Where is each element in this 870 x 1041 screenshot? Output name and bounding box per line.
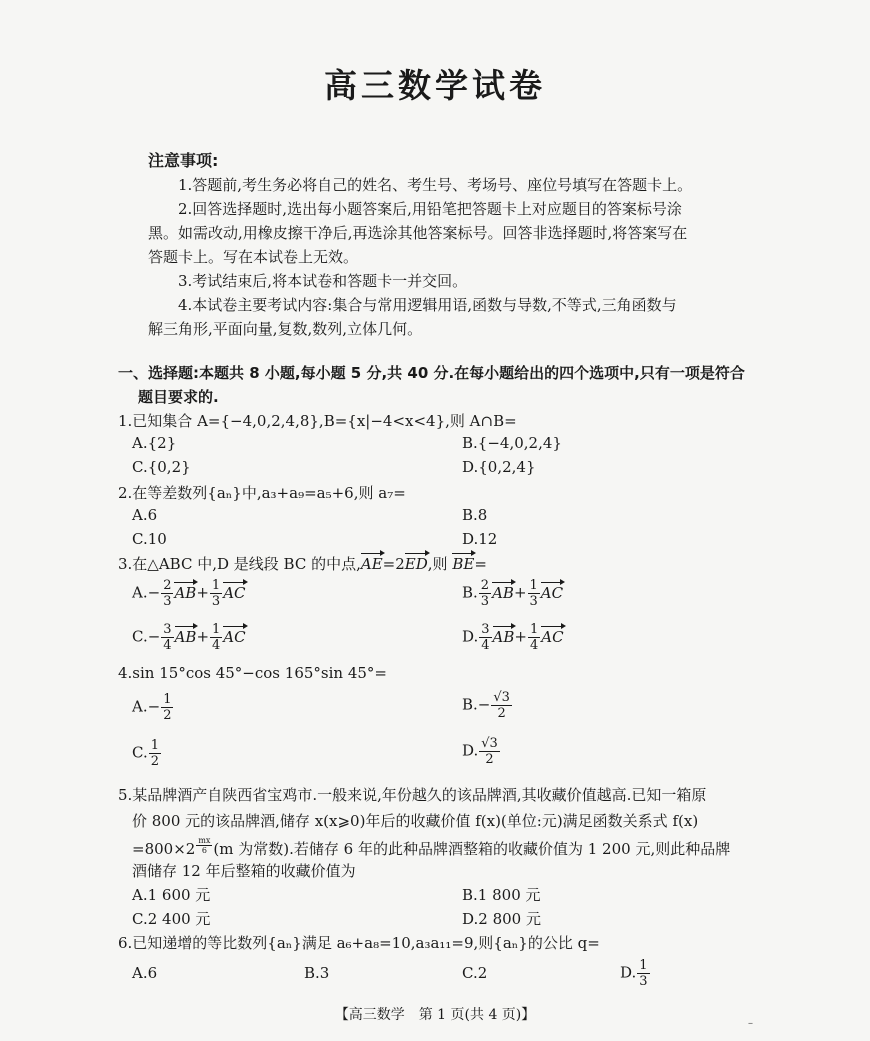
notice-line: 解三角形,平面向量,复数,数列,立体几何。	[148, 320, 423, 338]
q3-stem-text: 3.在△ABC 中,D 是线段 BC 的中点,	[118, 555, 361, 573]
question-3-stem	[118, 553, 487, 574]
vector-ac: AC	[540, 583, 564, 602]
vector-ab: AB	[174, 583, 197, 602]
plus-sign: +	[196, 583, 209, 602]
fraction	[210, 578, 222, 609]
page-title: 高三数学试卷	[324, 66, 546, 105]
option-label: A.	[132, 583, 148, 602]
notice-line: 黑。如需改动,用橡皮擦干净后,再选涂其他答案标号。回答非选择题时,将答案写在	[148, 224, 688, 242]
fraction	[161, 622, 173, 653]
plus-sign: +	[513, 583, 527, 602]
option-label: B.	[462, 695, 478, 714]
sign: −	[477, 695, 491, 714]
corner-mark: –	[748, 1018, 753, 1029]
q3-stem-then: ,则	[427, 555, 453, 573]
q3-option-c	[132, 622, 246, 653]
q1-option-b: B.{−4,0,2,4}	[462, 434, 562, 452]
q1-option-a: A.{2}	[132, 434, 177, 452]
option-label: C.	[132, 627, 148, 646]
denominator: 3	[639, 974, 648, 989]
numerator: 2	[163, 578, 172, 593]
denominator: 2	[485, 752, 494, 767]
fraction	[161, 692, 173, 723]
q4-option-a	[132, 692, 174, 723]
q6-option-a: A.6	[132, 964, 158, 982]
notice-line: 1.答题前,考生务必将自己的姓名、考生号、考场号、座位号填写在答题卡上。	[178, 176, 693, 194]
page-footer: 【高三数学 第 1 页(共 4 页)】	[334, 1007, 536, 1023]
fraction	[528, 578, 540, 609]
q4-option-c	[132, 738, 162, 769]
formula-rest: (m 为常数).若储存 6 年的此种品牌酒整箱的收藏价值为 1 200 元,则此种品牌	[213, 840, 731, 858]
sign: −	[147, 697, 161, 716]
numerator: 1	[163, 692, 172, 707]
q3-option-b	[462, 578, 563, 609]
denominator: 4	[163, 638, 172, 653]
numerator: 1	[529, 622, 539, 637]
section-heading: 一、选择题:本题共 8 小题,每小题 5 分,共 40 分.在每小题给出的四个选项中,只有一项是符合	[118, 364, 745, 382]
numerator: 3	[163, 622, 172, 637]
numerator: √3	[493, 690, 510, 705]
q2-option-b: B.8	[462, 506, 488, 524]
question-5-line: 酒储存 12 年后整箱的收藏价值为	[132, 862, 356, 880]
option-label: D.	[620, 963, 637, 982]
q5-option-a: A.1 600 元	[132, 886, 211, 904]
numerator: √3	[481, 736, 498, 751]
notice-heading: 注意事项:	[148, 151, 219, 170]
q3-stem-end: =	[474, 555, 487, 573]
numerator: 2	[480, 578, 490, 593]
vector-be: BE	[452, 555, 475, 573]
denominator: 2	[150, 754, 159, 769]
denominator: 4	[212, 638, 221, 653]
q4-option-b	[462, 690, 513, 721]
denominator: 2	[497, 706, 506, 721]
plus-sign: +	[196, 627, 210, 646]
numerator: 1	[529, 578, 538, 593]
fraction	[479, 622, 491, 653]
q1-option-d: D.{0,2,4}	[462, 458, 536, 476]
question-4-stem: 4.sin 15°cos 45°−cos 165°sin 45°=	[118, 664, 387, 682]
fraction	[491, 690, 512, 721]
vector-ab: AB	[174, 627, 197, 646]
question-2-stem: 2.在等差数列{aₙ}中,a₃+a₉=a₅+6,则 a₇=	[118, 484, 406, 502]
option-label: A.	[132, 697, 148, 716]
notice-line: 3.考试结束后,将本试卷和答题卡一并交回。	[178, 272, 468, 290]
denominator: 3	[529, 594, 538, 609]
q6-option-b: B.3	[304, 964, 330, 982]
vector-ae: AE	[360, 555, 383, 573]
fraction	[637, 958, 649, 989]
fraction	[479, 736, 500, 767]
numerator: 1	[212, 622, 221, 637]
q5-option-b: B.1 800 元	[462, 886, 541, 904]
numerator: 1	[150, 738, 159, 753]
vector-ed: ED	[404, 555, 428, 573]
vector-ac: AC	[223, 627, 246, 646]
q2-option-c: C.10	[132, 530, 167, 548]
numerator: 1	[211, 578, 221, 593]
denominator: 3	[163, 594, 172, 609]
option-label: D.	[462, 741, 479, 760]
vector-ab: AB	[492, 627, 515, 646]
q3-option-d	[462, 622, 564, 653]
denominator: 4	[529, 638, 539, 653]
q2-option-d: D.12	[462, 530, 498, 548]
question-5-line: 价 800 元的该品牌酒,储存 x(x⩾0)年后的收藏价值 f(x)(单位:元)满足函数关系式 f(x)	[132, 812, 699, 830]
q3-option-a	[132, 578, 246, 609]
denominator: 6	[201, 846, 207, 855]
q5-option-d: D.2 800 元	[462, 910, 541, 928]
sign: −	[147, 627, 161, 646]
sign: −	[147, 583, 161, 602]
q2-option-a: A.6	[132, 506, 158, 524]
numerator: 3	[481, 622, 490, 637]
question-1-stem: 1.已知集合 A={−4,0,2,4,8},B={x|−4<x<4},则 A∩B=	[118, 412, 517, 430]
q6-option-d	[620, 958, 651, 989]
exponent-fraction	[196, 836, 212, 855]
fraction	[210, 622, 222, 653]
numerator: mx	[198, 836, 211, 845]
vector-ac: AC	[223, 583, 246, 602]
denominator: 4	[481, 638, 490, 653]
question-5-formula-line	[132, 836, 730, 859]
section-heading-cont: 题目要求的.	[138, 388, 219, 406]
option-label: C.	[132, 743, 148, 762]
denominator: 3	[480, 594, 490, 609]
q4-option-d	[462, 736, 501, 767]
notice-line: 4.本试卷主要考试内容:集合与常用逻辑用语,函数与导数,不等式,三角函数与	[178, 296, 677, 314]
question-5-line: 5.某品牌酒产自陕西省宝鸡市.一般来说,年份越久的该品牌酒,其收藏价值越高.已知一箱原	[118, 786, 707, 804]
notice-line: 2.回答选择题时,选出每小题答案后,用铅笔把答题卡上对应题目的答案标号涂	[178, 200, 682, 218]
numerator: 1	[639, 958, 648, 973]
formula-base: =800×2	[132, 840, 196, 858]
denominator: 3	[211, 594, 221, 609]
plus-sign: +	[514, 627, 527, 646]
fraction	[479, 578, 491, 609]
fraction	[149, 738, 161, 769]
q6-option-c: C.2	[462, 964, 488, 982]
question-6-stem: 6.已知递增的等比数列{aₙ}满足 a₆+a₈=10,a₃a₁₁=9,则{aₙ}的公比 q=	[118, 934, 600, 952]
notice-line: 答题卡上。写在本试卷上无效。	[148, 248, 359, 266]
option-label: B.	[462, 583, 478, 602]
denominator: 2	[163, 708, 172, 723]
fraction	[528, 622, 540, 653]
q5-option-c: C.2 400 元	[132, 910, 211, 928]
option-label: D.	[462, 627, 479, 646]
q3-stem-eq: =2	[382, 555, 405, 573]
fraction	[161, 578, 173, 609]
vector-ab: AB	[492, 583, 514, 602]
q1-option-c: C.{0,2}	[132, 458, 191, 476]
vector-ac: AC	[541, 627, 564, 646]
